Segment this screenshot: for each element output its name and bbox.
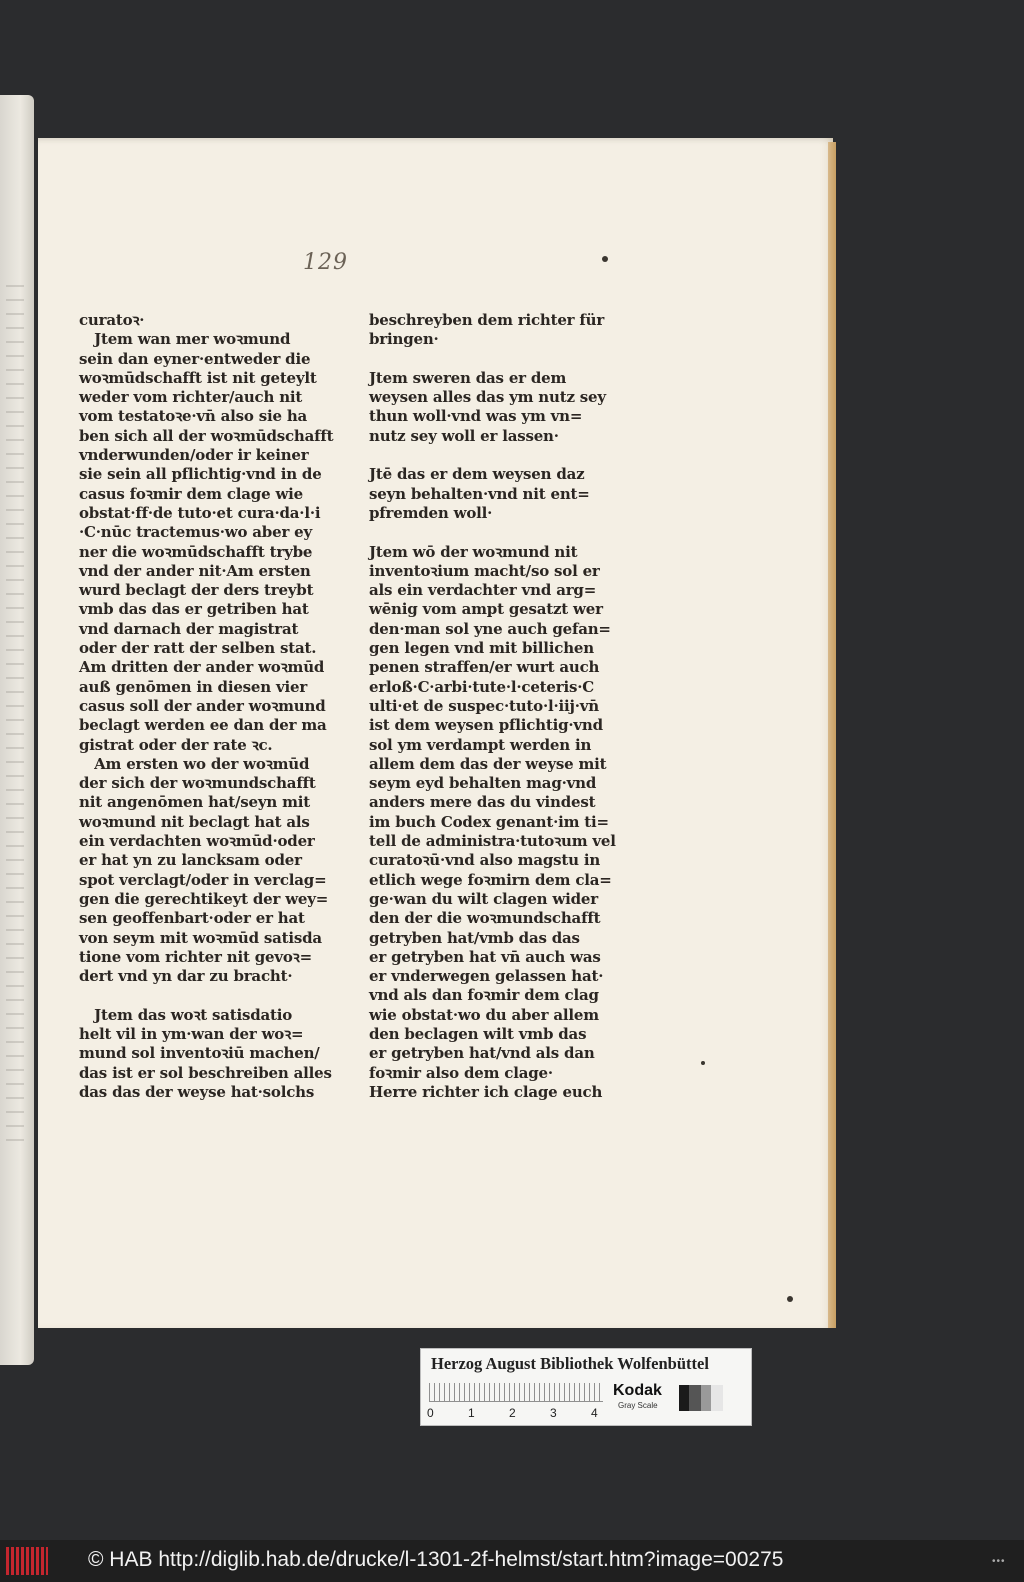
text-line: das ist er sol beschreiben alles [79,1063,332,1082]
text-line: erloß·C·arbi·tute·l·ceteris·C [369,677,594,696]
measurement-ruler [429,1383,603,1402]
text-column-right [369,311,616,1102]
text-line: etlich wege foꝛmirn dem cla= [369,870,612,889]
text-line: er getryben hat vn̄ auch was [369,947,601,966]
text-line: oder der ratt der selben stat. [79,639,317,658]
color-calibration-card [420,1348,752,1426]
text-line [369,446,616,465]
text-line: vmb das das er getriben hat [79,600,309,619]
text-line: mund sol inventoꝛiū machen/ [79,1044,320,1063]
text-line [369,350,616,369]
text-line: auß genōmen in diesen vier [79,677,308,696]
kodak-logo: Kodak [613,1382,662,1399]
text-line: das das der weyse hat·solchs [79,1082,315,1101]
text-line: Am dritten der ander woꝛmūd [79,658,325,677]
gray-swatch-black [679,1385,689,1411]
text-line: getryben hat/vmb das das [369,928,580,947]
text-line: anders mere das du vindest [369,793,596,812]
text-line: gen die gerechtikeyt der wey= [79,889,329,908]
text-line: casus soll der ander woꝛmund [79,696,326,715]
text-line: gistrat oder der rate ꝛc. [79,735,273,754]
text-line [369,523,616,542]
hab-logo-icon [6,1547,48,1575]
ruler-number: 3 [550,1406,557,1420]
text-line: gen legen vnd mit billichen [369,639,594,658]
text-line: seyn behalten·vnd nit ent= [369,484,590,503]
text-line: helt vil in ym·wan der woꝛ= [79,1024,304,1043]
text-line: penen straffen/er wurt auch [369,658,600,677]
text-line: bringen· [369,330,439,349]
source-url[interactable]: © HAB http://diglib.hab.de/drucke/l-1301-2f-helmst/start.htm?image=00275 [88,1548,784,1571]
text-line: woꝛmūdschafft ist nit geteylt [79,368,317,387]
text-line: der sich der woꝛmundschafft [79,774,316,793]
footer-bar [0,1540,1024,1582]
text-line: weder vom richter/auch nit [79,388,303,407]
text-line: sol ym verdampt werden in [369,735,592,754]
text-line: sein dan eyner·entweder die [79,349,311,368]
text-line: sie sein all pflichtig·vnd in de [79,465,322,484]
ruler-number: 4 [591,1406,598,1420]
text-line: dert vnd yn dar zu bracht· [79,967,293,986]
ruler-number: 2 [509,1406,516,1420]
text-line: vnderwunden/oder ir keiner [79,446,309,465]
previous-page-text-shadow [6,285,24,1145]
ruler-number: 1 [468,1406,475,1420]
text-line: curatoꝛū·vnd also magstu in [369,851,601,870]
text-line: den beclagen wilt vmb das [369,1024,587,1043]
text-line: wurd beclagt der ders treybt [79,581,314,600]
text-line: tione vom richter nit gevoꝛ= [79,947,312,966]
text-line: wie obstat·wo du aber allem [369,1005,599,1024]
text-line: den·man sol yne auch gefan= [369,619,611,638]
text-line: Jtē das er dem weysen daz [369,465,585,484]
text-line: vom testatoꝛe·vn̄ also sie ha [79,407,308,426]
ink-speck [701,1061,705,1065]
text-line: Jtem das woꝛt satisdatio [79,1005,293,1024]
text-line: er hat yn zu lancksam oder [79,851,302,870]
text-line: allem dem das der weyse mit [369,754,607,773]
text-line: vnd als dan foꝛmir dem clag [369,986,599,1005]
text-line: nutz sey woll er lassen· [369,426,559,445]
text-line: Jtem sweren das er dem [369,368,567,387]
more-icon[interactable]: ••• [992,1556,1006,1567]
text-line: inventoꝛium macht/so sol er [369,561,600,580]
text-line: vnd darnach der magistrat [79,619,299,638]
text-line: ein verdachten woꝛmūd·oder [79,832,315,851]
text-line: vnd der ander nit·Am ersten [79,561,311,580]
text-line: spot verclagt/oder in verclag= [79,870,327,889]
text-line: tell de administra·tutoꝛum vel [369,832,616,851]
text-line: Am ersten wo der woꝛmūd [79,754,310,773]
text-column-left [79,311,333,1102]
gray-swatch-dark [689,1385,701,1411]
text-line: von seym mit woꝛmūd satisda [79,928,322,947]
text-line: thun woll·vnd was ym vn= [369,407,583,426]
text-line: seym eyd behalten mag·vnd [369,774,597,793]
previous-page-edge [0,95,34,1365]
text-line: ist dem weysen pflichtig·vnd [369,716,603,735]
gray-scale-label: Gray Scale [618,1401,658,1410]
text-line: sen geoffenbart·oder er hat [79,909,305,928]
text-line: wēnig vom ampt gesatzt wer [369,600,603,619]
text-line [79,986,333,1005]
text-line: er vnderwegen gelassen hat· [369,967,604,986]
gray-swatch-mid [701,1385,711,1411]
folio-number: 129 [303,250,348,275]
text-line: er getryben hat/vnd als dan [369,1044,595,1063]
text-line: Herre richter ich clage euch [369,1082,603,1101]
text-line: pfremden woll· [369,503,493,522]
gray-swatch-light [711,1385,723,1411]
text-line: Jtem wō der woꝛmund nit [369,542,578,561]
text-line: nit angenōmen hat/seyn mit [79,793,311,812]
text-line: beschreyben dem richter für [369,311,605,329]
text-line: foꝛmir also dem clage· [369,1063,553,1082]
text-line: woꝛmund nit beclagt hat als [79,812,310,831]
text-line: ·C·nūc tractemus·wo aber ey [79,523,313,542]
page-fore-edge [828,142,836,1328]
text-line: beclagt werden ee dan der ma [79,716,327,735]
text-line: obstat·ff·de tuto·et cura·da·l·i [79,503,321,522]
text-line: weysen alles das ym nutz sey [369,388,606,407]
text-line: im buch Codex genant·im ti= [369,812,609,831]
text-line: casus foꝛmir dem clage wie [79,484,304,503]
text-line: ge·wan du wilt clagen wider [369,889,598,908]
ink-speck [787,1296,793,1302]
text-line: ner die woꝛmūdschafft trybe [79,542,313,561]
text-line: den der die woꝛmundschafft [369,909,601,928]
ink-speck [602,256,608,262]
ruler-number: 0 [427,1406,434,1420]
library-name: Herzog August Bibliothek Wolfenbüttel [431,1354,709,1373]
text-line: Jtem wan mer woꝛmund [79,330,291,349]
text-line: curatoꝛ· [79,311,145,329]
text-line: ulti·et de suspec·tuto·l·iij·vn̄ [369,696,599,715]
text-line: als ein verdachter vnd arg= [369,581,597,600]
text-line: ben sich all der woꝛmūdschafft [79,426,334,445]
